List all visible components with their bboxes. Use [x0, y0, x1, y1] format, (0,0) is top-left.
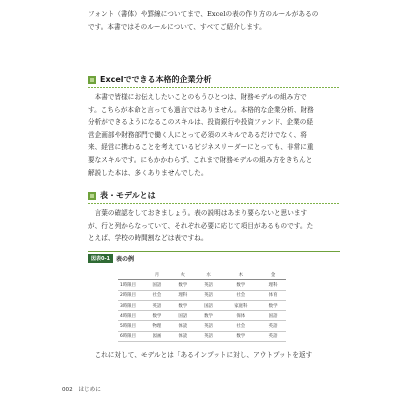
figure-caption [88, 251, 340, 264]
intro-line: です。本書ではそのルールについて、すべてご紹介します。 [88, 22, 266, 31]
table-cell: 保体 [221, 311, 260, 321]
table-cell: 社会 [221, 290, 260, 300]
section1-paragraph [88, 91, 340, 179]
section2-paragraph [88, 207, 340, 245]
table-cell: 数学 [170, 300, 196, 310]
section2-line: とえば、学校の時間割などは表ですね。 [88, 234, 208, 243]
table-header-row [118, 270, 286, 280]
figure-title: 表の例 [116, 255, 135, 263]
section1-line: 解説した本は、多くありませんでした。 [88, 168, 208, 177]
table-cell: 国語 [260, 311, 286, 321]
section1-line: 本書で皆様にお伝えしたいことのもうひとつは、財務モデルの組み方で [94, 93, 307, 101]
table-header-cell: 木 [221, 270, 260, 280]
table-cell: 家庭科 [221, 300, 260, 310]
section1-line: す。こちらが本命と言っても過言ではありません。本格的な企業分析、財務 [88, 105, 314, 114]
section2-line: が、行と列からなっていて、それぞれ必要に応じて項目があるものです。た [88, 221, 314, 230]
section-heading-excel-analysis [88, 73, 340, 86]
section1-line: 分析ができるようになるこのスキルは、投資銀行や投資ファンド、企業の経 [88, 118, 314, 127]
timetable-table [118, 270, 286, 342]
table-cell: 国語 [144, 280, 170, 290]
table-row [118, 280, 286, 290]
table-cell: 物理 [144, 321, 170, 331]
section-heading-table-model [88, 189, 340, 202]
table-cell: 英語 [196, 280, 222, 290]
table-row [118, 311, 286, 321]
table-cell: 英語 [196, 321, 222, 331]
heading-dotted-rule [88, 87, 340, 88]
period-label: 1時限目 [118, 280, 144, 290]
table-cell: 国語 [170, 311, 196, 321]
table-cell: 数学 [196, 311, 222, 321]
running-section-label: はじめに [78, 387, 101, 393]
table-cell: 社会 [221, 321, 260, 331]
closing-paragraph [88, 349, 340, 362]
period-label: 6時限目 [118, 331, 144, 341]
table-row [118, 321, 286, 331]
table-cell: 理科 [260, 280, 286, 290]
table-header-cell: 金 [260, 270, 286, 280]
section2-line: 言葉の確認をしておきましょう。表の説明はあまり要らないと思います [94, 209, 308, 217]
table-header-cell: 月 [144, 270, 170, 280]
intro-line: フォント（書体）や罫線についてまで、Excelの表の作り方のルールがあるの [88, 10, 319, 18]
page-number: 002 [62, 387, 73, 393]
table-cell: 数学 [221, 331, 260, 341]
table-cell: 数学 [260, 300, 286, 310]
table-cell: 体育 [260, 290, 286, 300]
square-bullet-icon [88, 76, 96, 84]
table-cell: 図画 [144, 331, 170, 341]
table-row [118, 331, 286, 341]
closing-line: これに対して、モデルとは「あるインプットに対し、アウトプットを返す [94, 351, 313, 359]
section-heading-text: 表・モデルとは [100, 191, 156, 200]
period-label: 4時限目 [118, 311, 144, 321]
table-cell: 国語 [196, 300, 222, 310]
table-cell: 理科 [170, 290, 196, 300]
table-cell: 英語 [196, 290, 222, 300]
table-header-cell [118, 270, 144, 280]
table-cell: 数学 [221, 280, 260, 290]
page-footer [62, 385, 101, 393]
table-cell: 英語 [260, 321, 286, 331]
intro-paragraph [88, 8, 340, 33]
section-heading-text: Excelでできる本格的企業分析 [100, 75, 212, 84]
table-cell: 数学 [170, 280, 196, 290]
section1-line: 要なスキルです。にもかかわらず、これまで財務モデルの組み方をきちんと [88, 155, 313, 164]
section1-line: 来、経営に携わることを考えているビジネスリーダーにとっても、非常に重 [88, 143, 314, 152]
period-label: 5時限目 [118, 321, 144, 331]
table-cell: 英語 [144, 300, 170, 310]
period-label: 2時限目 [118, 290, 144, 300]
table-header-cell: 水 [196, 270, 222, 280]
table-header-cell: 火 [170, 270, 196, 280]
square-bullet-icon [88, 192, 96, 200]
table-cell: 体読 [170, 331, 196, 341]
period-label: 3時限目 [118, 300, 144, 310]
table-cell: 社会 [144, 290, 170, 300]
table-row [118, 290, 286, 300]
section1-line: 営企画部や財務部門で働く人にとって必須のスキルであるだけでなく、将 [88, 130, 307, 139]
table-cell: 英語 [196, 331, 222, 341]
table-cell: 数学 [144, 311, 170, 321]
table-cell: 英語 [260, 331, 286, 341]
figure-number-badge: 図表0-1 [88, 254, 113, 263]
heading-dotted-rule [88, 203, 340, 204]
table-row [118, 300, 286, 310]
table-cell: 体読 [170, 321, 196, 331]
